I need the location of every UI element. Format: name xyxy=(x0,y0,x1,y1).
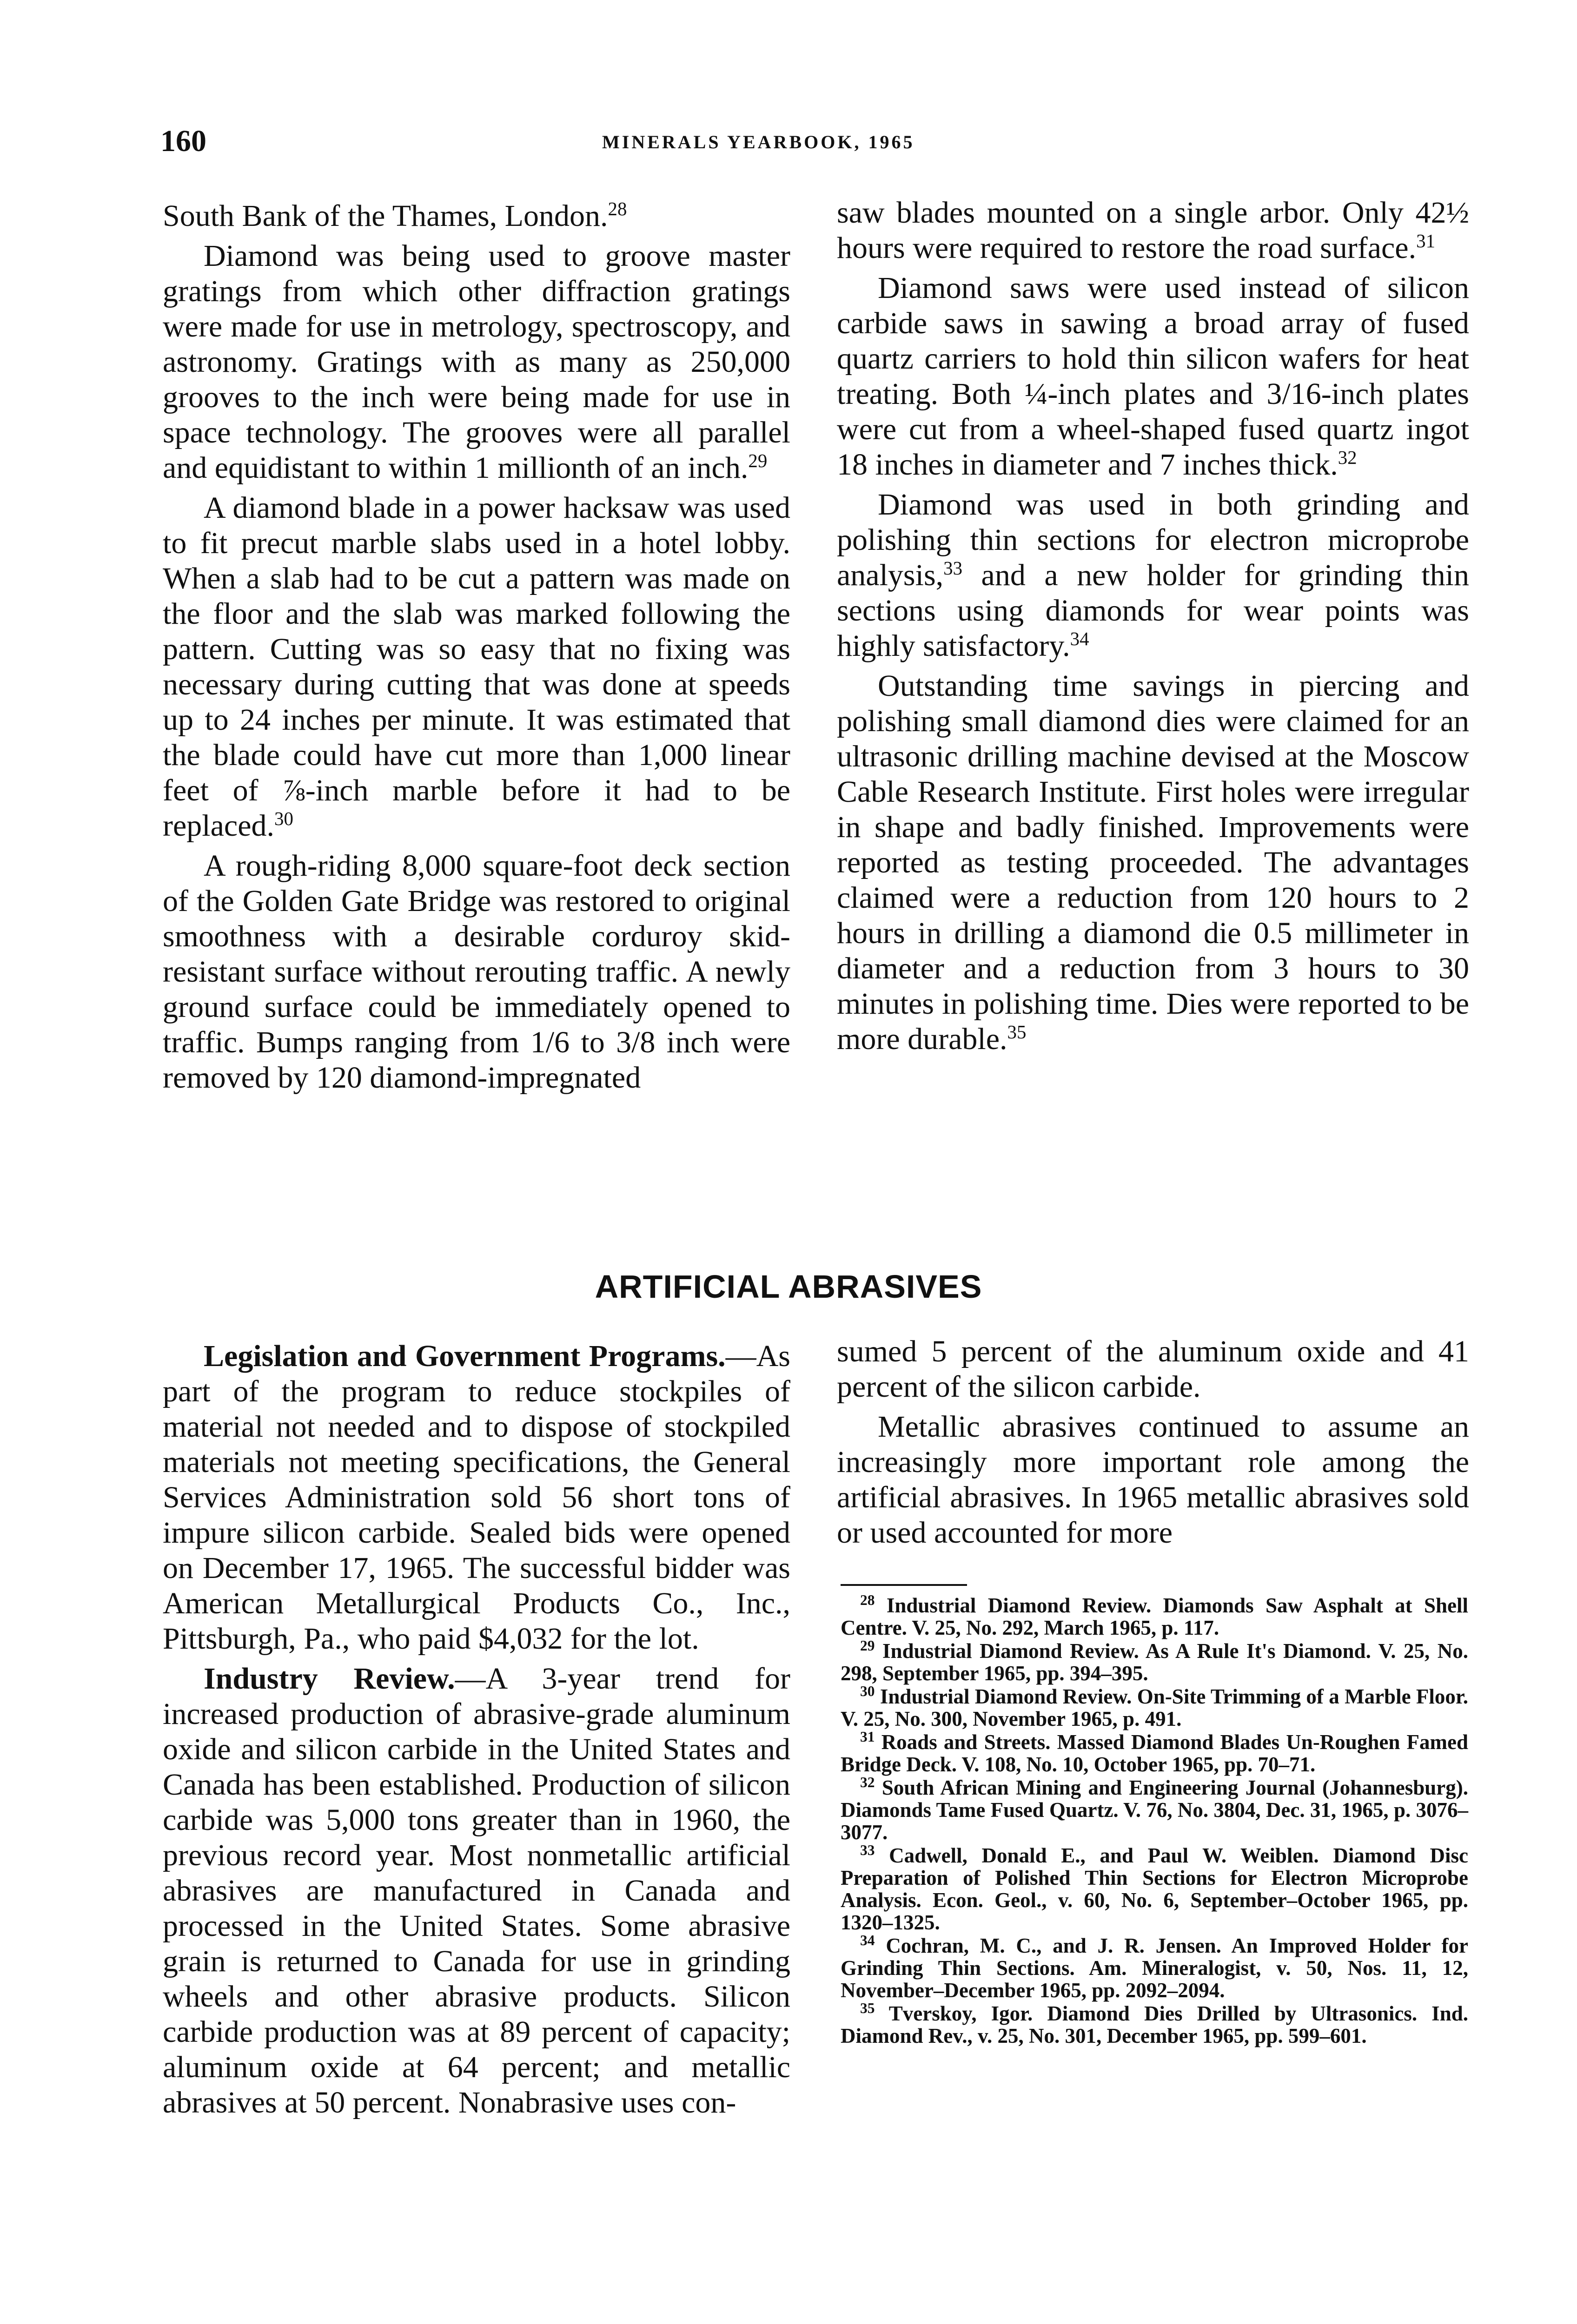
run-in-heading: Industry Review. xyxy=(204,1662,455,1696)
footnote-ref: 29 xyxy=(748,450,768,471)
footnote-number: 29 xyxy=(860,1637,875,1654)
section-heading: ARTIFICIAL ABRASIVES xyxy=(595,1268,982,1305)
paragraph: A diamond blade in a power hacksaw was used to fit precut marble slabs used in a hotel lobby. When a slab had to be cut a pattern was made on the floor and the slab was marked following the pattern. Cutting was so easy that no fixing was necessary during cutting that was done at speeds up to 24 inches per minute. It was estimated that the blade could have cut more than 1,000 linear feet of ⅞-inch marble before it had to be replaced.$^{30}$ xyxy=(163,491,790,843)
footnote: $^{34}$ Cochran, M. C., and J. R. Jensen. An Improved Holder for Grinding Thin Sections. Am. Mineralogist, v. 50, Nos. 11, 12, November–December 1965, pp. 2092–2094. xyxy=(841,1932,1468,2002)
bottom-right-column xyxy=(837,1334,1469,1555)
paragraph: Diamond saws were used instead of silicon carbide saws in sawing a broad array of fused quartz carriers to hold thin silicon wafers for heat treating. Both ¼-inch plates and 3/16-inch plates were cut from a wheel-shaped fused quartz ingot 18 inches in diameter and 7 inches thick.$^{32}$ xyxy=(837,271,1469,482)
footnote-ref: 35 xyxy=(1007,1022,1027,1043)
footnote-number: 32 xyxy=(860,1774,875,1790)
footnote: $^{32}$ South African Mining and Engineering Journal (Johannesburg). Diamonds Tame Fused Quartz. V. 76, No. 3804, Dec. 31, 1965, p. 3076–3077. xyxy=(841,1774,1468,1844)
running-head: MINERALS YEARBOOK, 1965 xyxy=(602,132,915,152)
footnote-number: 30 xyxy=(860,1683,875,1699)
page-number: 160 xyxy=(160,124,206,158)
paragraph: saw blades mounted on a single arbor. Only 42½ hours were required to restore the road surface.$^{31}$ xyxy=(837,196,1469,265)
footnotes xyxy=(841,1594,1468,2048)
paragraph: South Bank of the Thames, London.$^{28}$ xyxy=(163,198,627,233)
footnote: $^{30}$ Industrial Diamond Review. On-Site Trimming of a Marble Floor. V. 25, No. 300, November 1965, p. 491. xyxy=(841,1683,1468,1730)
footnote-divider xyxy=(841,1584,967,1586)
footnote: $^{29}$ Industrial Diamond Review. As A Rule It's Diamond. V. 25, No. 298, September 1965, pp. 394–395. xyxy=(841,1637,1469,1685)
paragraph: Metallic abrasives continued to assume an increasingly more important role among the artificial abrasives. In 1965 metallic abrasives sold or used accounted for more xyxy=(837,1410,1469,1550)
footnote: $^{35}$ Tverskoy, Igor. Diamond Dies Drilled by Ultrasonics. Ind. Diamond Rev., v. 25, No. 301, December 1965, pp. 599–601. xyxy=(841,2000,1469,2047)
footnote-ref: 32 xyxy=(1338,447,1357,468)
footnote-number: 35 xyxy=(860,2000,875,2016)
footnote-number: 34 xyxy=(860,1932,875,1948)
bottom-left-column xyxy=(163,1339,790,2125)
paragraph: Legislation and Government Programs.—As part of the program to reduce stockpiles of material not needed and to dispose of stockpiled materials not meeting specifications, the General Services Administration sold 56 short tons of impure silicon carbide. Sealed bids were opened on December 17, 1965. The successful bidder was American Metallurgical Products Co., Inc., Pittsburgh, Pa., who paid $4,032 for the lot. xyxy=(163,1339,790,1656)
paragraph: Industry Review.—A 3-year trend for increased production of abrasive-grade aluminum oxide and silicon carbide in the United States and Canada has been established. Production of silicon carbide was 5,000 tons greater than in 1960, the previous record year. Most nonmetallic artificial abrasives are manufactured in Canada and processed in the United States. Some abrasive grain is returned to Canada for use in grinding wheels and other abrasive products. Silicon carbide production was at 89 percent of capacity; aluminum oxide at 64 percent; and metallic abrasives at 50 percent. Nonabrasive uses con- xyxy=(163,1662,790,2119)
top-right-column xyxy=(837,195,1469,1062)
top-left-column xyxy=(163,198,790,1100)
footnote-ref: 28 xyxy=(608,198,627,219)
footnote-number: 28 xyxy=(860,1592,875,1608)
paragraph: Outstanding time savings in piercing and polishing small diamond dies were claimed for an ultrasonic drilling machine devised at the Moscow Cable Research Institute. First holes were irregular in shape and badly finished. Improvements were reported as testing proceeded. The advantages claimed were a reduction from 120 hours to 2 hours in drilling a diamond die 0.5 millimeter in diameter and a reduction from 3 hours to 30 minutes in polishing time. Dies were reported to be more durable.$^{35}$ xyxy=(837,669,1469,1056)
paragraph: A rough-riding 8,000 square-foot deck section of the Golden Gate Bridge was restored to original smoothness with a desirable corduroy skid-resistant surface without rerouting traffic. A newly ground surface could be immediately opened to traffic. Bumps ranging from 1/6 to 3/8 inch were removed by 120 diamond-impregnated xyxy=(163,849,790,1095)
paragraph: Diamond was used in both grinding and polishing thin sections for electron microprobe analysis,$^{33}$ and a new holder for grinding thin sections using diamonds for wear points was highly satisfactory.$^{34}$ xyxy=(837,488,1469,663)
paragraph: sumed 5 percent of the aluminum oxide and 41 percent of the silicon carbide. xyxy=(837,1334,1469,1404)
footnote-number: 31 xyxy=(860,1729,875,1745)
run-in-heading: Legislation and Government Programs. xyxy=(204,1339,726,1373)
footnote: $^{33}$ Cadwell, Donald E., and Paul W. Weiblen. Diamond Disc Preparation of Polished Thin Sections for Electron Microprobe Analysis. Econ. Geol., v. 60, No. 6, September–October 1965, pp. 1320–1325. xyxy=(841,1842,1469,1934)
footnote-ref: 31 xyxy=(1416,231,1436,251)
footnote: $^{31}$ Roads and Streets. Massed Diamond Blades Un-Roughen Famed Bridge Deck. V. 108, No. 10, October 1965, pp. 70–71. xyxy=(841,1729,1469,1776)
footnote: $^{28}$ Industrial Diamond Review. Diamonds Saw Asphalt at Shell Centre. V. 25, No. 292, March 1965, p. 117. xyxy=(841,1592,1469,1639)
footnote-number: 33 xyxy=(860,1842,875,1858)
paragraph: Diamond was being used to groove master gratings from which other diffraction gratings were made for use in metrology, spectroscopy, and astronomy. Gratings with as many as 250,000 grooves to the inch were being made for use in space technology. The grooves were all parallel and equidistant to within 1 millionth of an inch.$^{29}$ xyxy=(163,239,790,485)
footnote-ref: 30 xyxy=(274,808,293,829)
footnote-ref: 34 xyxy=(1070,628,1089,649)
footnote-ref: 33 xyxy=(943,558,963,579)
